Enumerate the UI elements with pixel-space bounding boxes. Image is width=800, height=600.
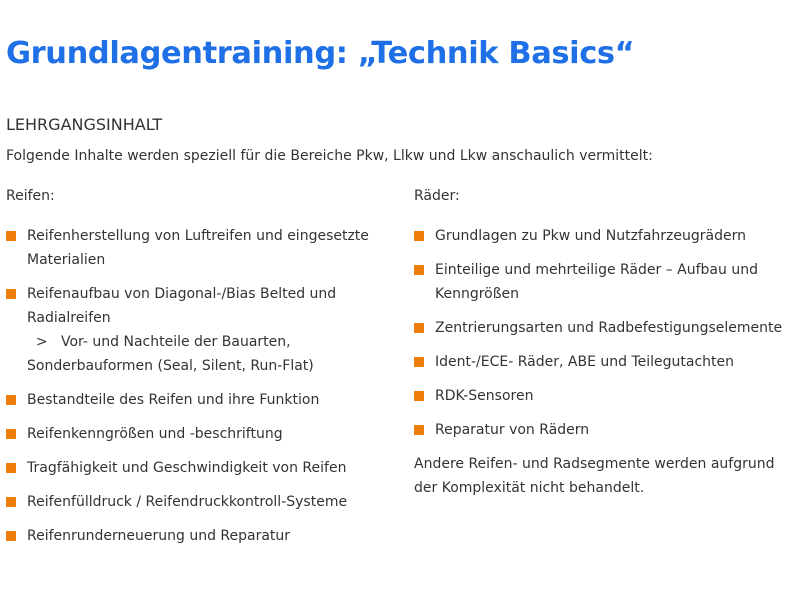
- list-item-subtext: > Vor- und Nachteile der Bauarten, Sonderbauformen (Seal, Silent, Run-Flat): [27, 334, 314, 374]
- list-item-text: Grundlagen zu Pkw und Nutzfahrzeugrädern: [435, 228, 746, 244]
- orange-square-bullet-icon: [6, 289, 16, 299]
- orange-square-bullet-icon: [414, 425, 424, 435]
- list-item-text: Einteilige und mehrteilige Räder – Aufbau und Kenngrößen: [435, 262, 758, 302]
- wheels-column: [414, 186, 800, 500]
- list-item: [6, 224, 401, 272]
- list-item-text: Bestandteile des Reifen und ihre Funktion: [27, 392, 320, 408]
- orange-square-bullet-icon: [6, 463, 16, 473]
- list-item-text: Reifenherstellung von Luftreifen und eingesetzte Materialien: [27, 228, 369, 268]
- list-item-text: Reifenfülldruck / Reifendruckkontroll-Systeme: [27, 494, 348, 510]
- list-item: [414, 258, 800, 306]
- exclusion-note: Andere Reifen- und Radsegmente werden aufgrund der Komplexität nicht behandelt.: [414, 456, 775, 496]
- tires-list: [6, 224, 401, 548]
- orange-square-bullet-icon: [6, 429, 16, 439]
- list-item: [6, 456, 401, 480]
- list-item: [414, 350, 800, 374]
- list-item-text: Reifenaufbau von Diagonal-/Bias Belted und Radialreifen: [27, 286, 337, 326]
- list-item-text: Zentrierungsarten und Radbefestigungselemente: [435, 320, 783, 336]
- orange-square-bullet-icon: [6, 395, 16, 405]
- wheels-heading: Räder:: [414, 188, 460, 204]
- list-item: [414, 418, 800, 442]
- tires-column: [6, 186, 401, 558]
- orange-square-bullet-icon: [6, 531, 16, 541]
- orange-square-bullet-icon: [414, 323, 424, 333]
- orange-square-bullet-icon: [414, 391, 424, 401]
- wheels-list: [414, 224, 800, 442]
- orange-square-bullet-icon: [6, 497, 16, 507]
- list-item: [6, 490, 401, 514]
- list-item-text: RDK-Sensoren: [435, 388, 534, 404]
- intro-text: Folgende Inhalte werden speziell für die Bereiche Pkw, Llkw und Lkw anschaulich vermittelt:: [6, 148, 653, 164]
- list-item: [6, 388, 401, 412]
- orange-square-bullet-icon: [414, 231, 424, 241]
- section-heading: LEHRGANGSINHALT: [6, 115, 163, 134]
- list-item-text: Reifenkenngrößen und -beschriftung: [27, 426, 283, 442]
- list-item: [414, 224, 800, 248]
- orange-square-bullet-icon: [6, 231, 16, 241]
- list-item-text: Tragfähigkeit und Geschwindigkeit von Reifen: [27, 460, 347, 476]
- list-item: [6, 282, 401, 378]
- list-item: [6, 422, 401, 446]
- page-title: Grundlagentraining: „Technik Basics“: [6, 36, 635, 71]
- list-item: [414, 316, 800, 340]
- list-item-text: Ident-/ECE- Räder, ABE und Teilegutachten: [435, 354, 734, 370]
- list-item-text: Reparatur von Rädern: [435, 422, 590, 438]
- list-item: [6, 524, 401, 548]
- orange-square-bullet-icon: [414, 357, 424, 367]
- tires-heading: Reifen:: [6, 188, 55, 204]
- orange-square-bullet-icon: [414, 265, 424, 275]
- list-item-text: Reifenrunderneuerung und Reparatur: [27, 528, 291, 544]
- list-item: [414, 384, 800, 408]
